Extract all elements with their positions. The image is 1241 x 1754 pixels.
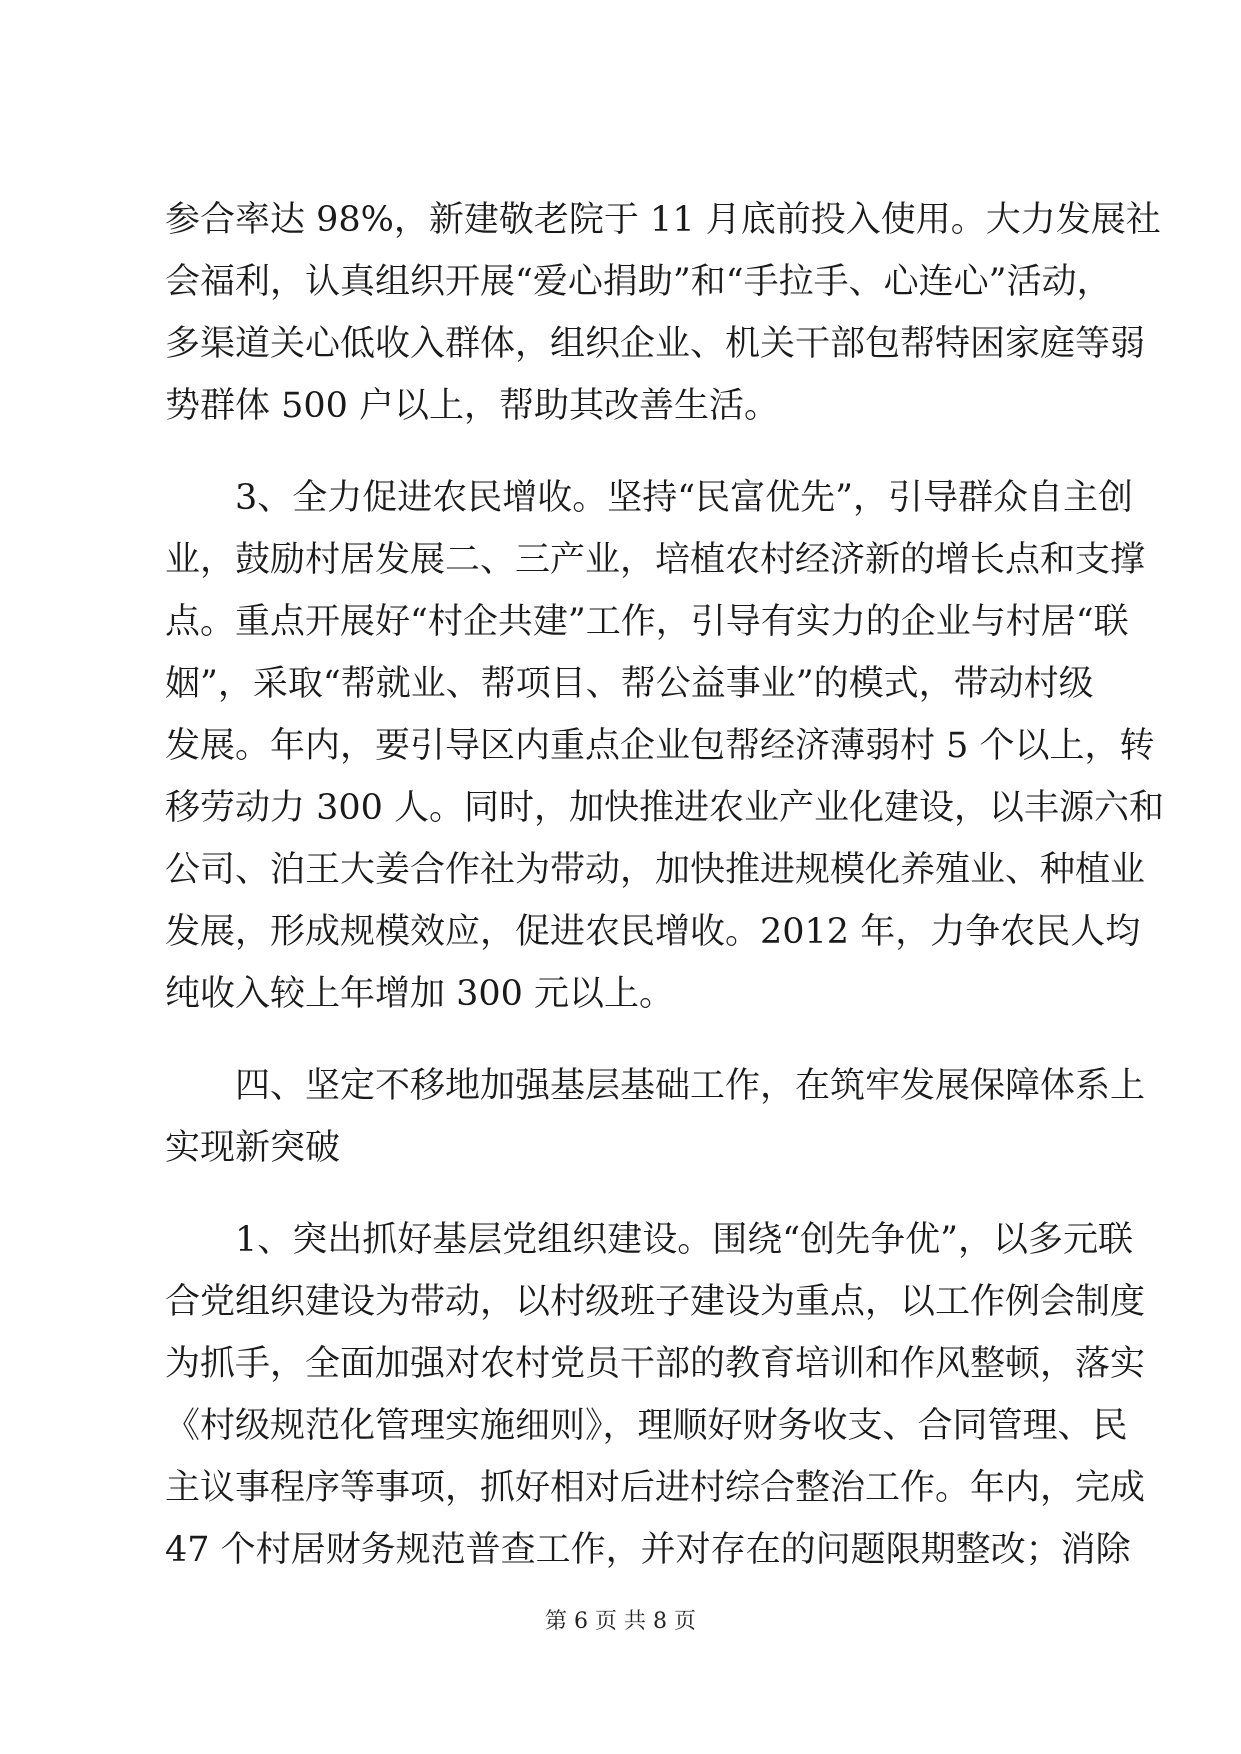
text-line: 会福利，认真组织开展“爱心捐助”和“手拉手、心连心”活动， — [165, 262, 1112, 302]
text-line: 公司、泊王大姜合作社为带动，加快推进规模化养殖业、种植业 — [165, 850, 1146, 890]
text-line: 为抓手，全面加强对农村党员干部的教育培训和作风整顿，落实 — [165, 1344, 1146, 1384]
text-line: 《村级规范化管理实施细则》，理顺好财务收支、合同管理、民 — [165, 1406, 1128, 1446]
text-line: 发展。年内，要引导区内重点企业包帮经济薄弱村 5 个以上，转 — [165, 726, 1155, 766]
text-line: 合党组织建设为带动，以村级班子建设为重点，以工作例会制度 — [165, 1282, 1146, 1322]
text-line: 业，鼓励村居发展二、三产业，培植农村经济新的增长点和支撑 — [165, 540, 1146, 580]
text-line: 移劳动力 300 人。同时，加快推进农业产业化建设，以丰源六和 — [165, 788, 1165, 828]
text-line: 势群体 500 户以上，帮助其改善生活。 — [165, 386, 780, 426]
section-heading-line: 实现新突破 — [165, 1128, 341, 1168]
text-line: 参合率达 98%，新建敬老院于 11 月底前投入使用。大力发展社 — [165, 200, 1161, 240]
text-line: 发展，形成规模效应，促进农民增收。2012 年，力争农民人均 — [165, 912, 1141, 952]
text-line: 主议事程序等事项，抓好相对后进村综合整治工作。年内，完成 — [165, 1468, 1146, 1508]
text-line: 纯收入较上年增加 300 元以上。 — [165, 974, 675, 1014]
text-line: 姻”，采取“帮就业、帮项目、帮公益事业”的模式，带动村级 — [165, 664, 1094, 704]
text-line: 点。重点开展好“村企共建”工作，引导有实力的企业与村居“联 — [165, 602, 1129, 642]
text-line: 多渠道关心低收入群体，组织企业、机关干部包帮特困家庭等弱 — [165, 324, 1146, 364]
section-heading-line: 四、坚定不移地加强基层基础工作，在筑牢发展保障体系上 — [235, 1066, 1146, 1106]
page-number-footer: 第 6 页 共 8 页 — [545, 1609, 696, 1634]
text-line: 1、突出抓好基层党组织建设。围绕“创先争优”，以多元联 — [235, 1220, 1134, 1260]
text-line: 47 个村居财务规范普查工作，并对存在的问题限期整改；消除 — [165, 1530, 1131, 1570]
text-line: 3、全力促进农民增收。坚持“民富优先”，引导群众自主创 — [235, 478, 1134, 518]
